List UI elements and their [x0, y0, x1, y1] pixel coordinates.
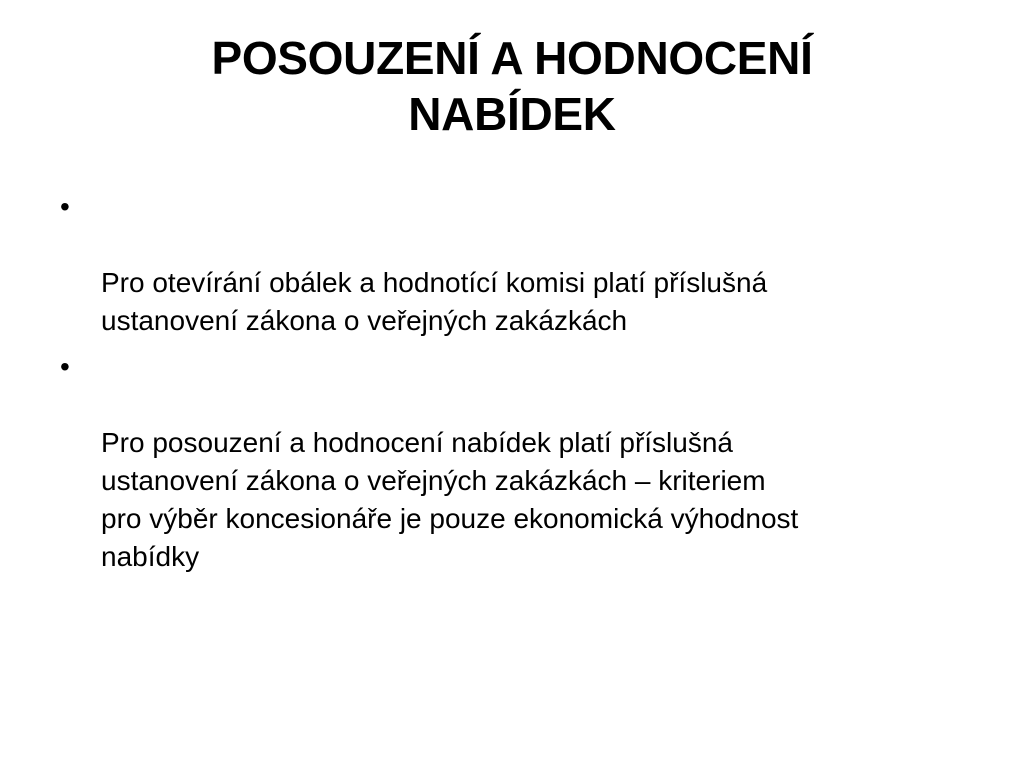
bullet-icon: •: [60, 351, 70, 382]
bullet-item: [60, 188, 980, 340]
bullet-item: [60, 348, 980, 576]
bullet-list: [60, 188, 980, 584]
slide-title: POSOUZENÍ A HODNOCENÍ NABÍDEK: [211, 32, 813, 140]
bullet-text: Pro posouzení a hodnocení nabídek platí příslušná ustanovení zákona o veřejných zakázkách – kriteriem pro výběr koncesionáře je pouze ekonomická výhodnost nabídky: [101, 427, 799, 572]
bullet-icon: •: [60, 191, 70, 222]
bullet-text: Pro otevírání obálek a hodnotící komisi platí příslušná ustanovení zákona o veřejných zakázkách: [101, 267, 768, 336]
